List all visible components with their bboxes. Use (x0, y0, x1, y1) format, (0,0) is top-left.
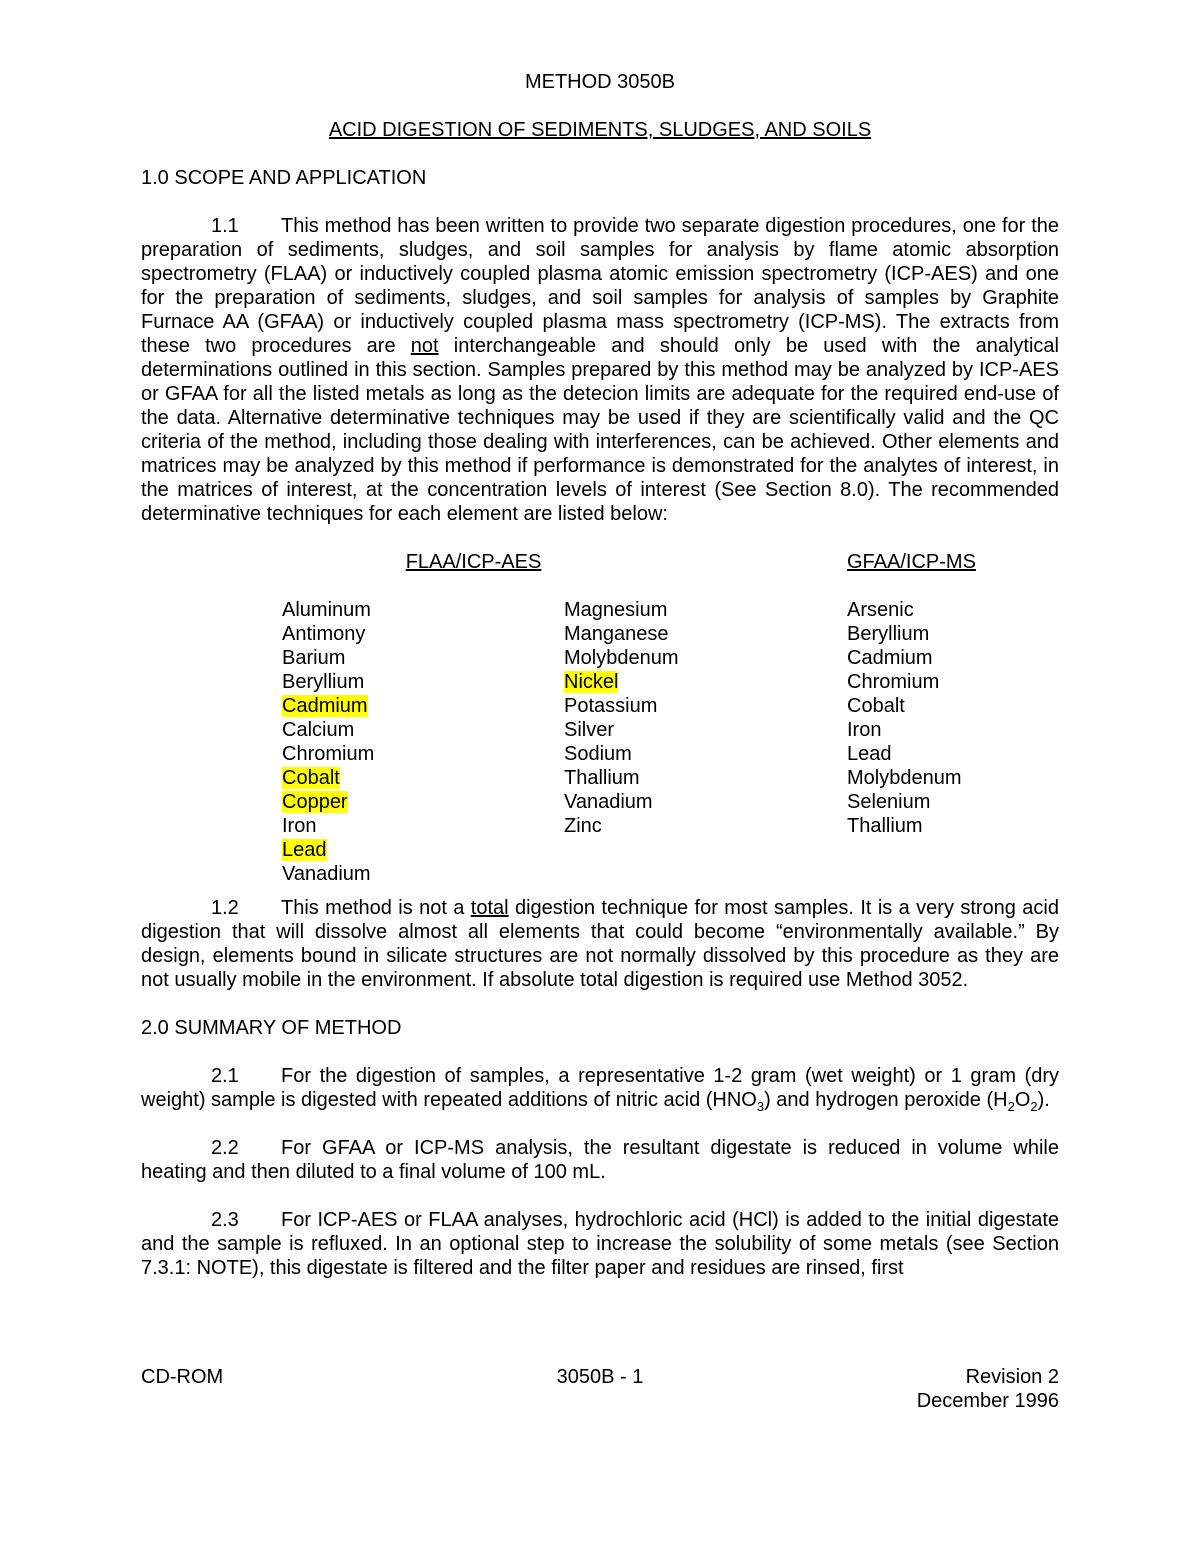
element-item (847, 742, 962, 766)
page-content (141, 70, 1059, 1280)
element-name: Nickel (564, 671, 619, 693)
method-number: METHOD 3050B (524, 71, 676, 93)
element-item (282, 646, 374, 670)
element-column-1 (282, 598, 374, 886)
element-name: Beryllium (847, 623, 930, 645)
footer-media: CD-ROM (141, 1366, 224, 1388)
element-item (564, 718, 679, 742)
element-name: Vanadium (282, 863, 371, 885)
element-column-3 (847, 598, 962, 838)
element-item (564, 790, 679, 814)
footer-revision-date: December 1996 (916, 1390, 1059, 1412)
paragraph-2-3 (141, 1208, 1059, 1280)
paragraph-text: This method has been written to provide two separate digestion procedures, one for the preparation of sediments, sludges, and soil samples for analysis by flame atomic absorption spectrometry (FLAA) or inductively coupled plasma atomic emission spectrometry (ICP-AES) and one for the preparation of sediments, sludges, and soil samples for analysis of samples by Graphite Furnace AA (GFAA) or inductively coupled plasma mass spectrometry (ICP-MS). The extracts from these two procedures are (141, 215, 1059, 357)
element-name: Silver (564, 719, 615, 741)
element-name: Iron (847, 719, 882, 741)
subscript: 2 (1007, 1099, 1015, 1114)
element-name: Sodium (564, 743, 632, 765)
element-item (847, 814, 962, 838)
element-item (564, 742, 679, 766)
element-table (141, 598, 1059, 896)
element-item (282, 790, 374, 814)
element-item (847, 646, 962, 670)
element-item (282, 622, 374, 646)
element-item (564, 766, 679, 790)
footer-page-number: 3050B - 1 (556, 1366, 644, 1388)
paragraph-number: 2.2 (211, 1137, 239, 1159)
subscript: 2 (1030, 1099, 1038, 1114)
paragraph-text: interchangeable and should only be used with the analytical determinations outlined in this section. Samples prepared by this method may be analyzed by ICP-AES or GFAA for all the listed metals as long as the detecion limits are adequate for the required end-use of the data. Alternative determinative techniques may be used if they are scientifically valid and the QC criteria of the method, including those dealing with interferences, can be achieved. Other elements and matrices may be analyzed by this method if performance is demonstrated for the analytes of interest, in the matrices of interest, at the concentration levels of interest (See Section 8.0). The recommended determinative techniques for each element are listed below: (141, 335, 1059, 525)
document-title: ACID DIGESTION OF SEDIMENTS, SLUDGES, AND SOILS (328, 119, 872, 141)
section-2-heading: 2.0 SUMMARY OF METHOD (141, 1017, 402, 1039)
element-column-2 (564, 598, 679, 838)
element-item (282, 718, 374, 742)
element-name: Thallium (564, 767, 640, 789)
element-item (564, 670, 679, 694)
paragraph-text: ) and hydrogen peroxide (H (764, 1089, 1008, 1111)
element-name: Iron (282, 815, 317, 837)
paragraph-text: digestion technique for most samples. It is a very strong acid digestion that will dissolve almost all elements that could become “environmentally available.” By design, elements bound in silicate structures are not normally dissolved by this procedure as they are not usually mobile in the environment. If absolute total digestion is required use Method 3052. (141, 897, 1059, 991)
element-name: Lead (282, 839, 327, 861)
gfaa-icp-ms-header: GFAA/ICP-MS (847, 551, 976, 573)
paragraph-number: 1.1 (211, 215, 239, 237)
section-1-heading: 1.0 SCOPE AND APPLICATION (141, 167, 427, 189)
paragraph-number: 2.3 (211, 1209, 239, 1231)
element-name: Beryllium (282, 671, 365, 693)
element-name: Arsenic (847, 599, 914, 621)
element-item (282, 670, 374, 694)
flaa-icp-aes-header: FLAA/ICP-AES (405, 551, 542, 573)
element-name: Potassium (564, 695, 658, 717)
element-item (282, 694, 374, 718)
element-name: Manganese (564, 623, 669, 645)
element-item (282, 766, 374, 790)
element-name: Chromium (847, 671, 940, 693)
paragraph-text: O (1014, 1089, 1031, 1111)
element-name: Barium (282, 647, 346, 669)
subscript: 3 (756, 1099, 765, 1114)
element-item (847, 622, 962, 646)
footer-revision (917, 1365, 1059, 1413)
element-item (847, 694, 962, 718)
element-item (282, 862, 374, 886)
element-item (847, 766, 962, 790)
element-item (847, 790, 962, 814)
paragraph-2-1 (141, 1064, 1059, 1112)
element-table-header (141, 550, 1059, 598)
element-item (564, 694, 679, 718)
element-name: Antimony (282, 623, 366, 645)
paragraph-2-2 (141, 1136, 1059, 1184)
paragraph-1-1 (141, 214, 1059, 526)
paragraph-text: For ICP-AES or FLAA analyses, hydrochloric acid (HCl) is added to the initial digestate and the sample is refluxed. In an optional step to increase the solubility of some metals (see Section 7.3.1: NOTE), this digestate is filtered and the filter paper and residues are rinsed, first (141, 1209, 1059, 1279)
element-name: Cobalt (282, 767, 340, 789)
paragraph-text: For GFAA or ICP-MS analysis, the resultant digestate is reduced in volume while heating and then diluted to a final volume of 100 mL. (141, 1137, 1059, 1183)
element-item (847, 718, 962, 742)
element-item (564, 646, 679, 670)
element-item (564, 814, 679, 838)
element-name: Chromium (282, 743, 375, 765)
element-name: Molybdenum (564, 647, 679, 669)
element-item (282, 598, 374, 622)
element-item (847, 598, 962, 622)
paragraph-number: 2.1 (211, 1065, 239, 1087)
element-name: Zinc (564, 815, 602, 837)
element-item (564, 622, 679, 646)
footer-revision-number: Revision 2 (965, 1366, 1059, 1388)
paragraph-text: This method is not a (281, 897, 471, 919)
element-item (847, 670, 962, 694)
element-item (564, 598, 679, 622)
element-name: Magnesium (564, 599, 668, 621)
element-name: Molybdenum (847, 767, 962, 789)
element-item (282, 742, 374, 766)
element-name: Copper (282, 791, 348, 813)
emphasis-total: total (470, 897, 509, 919)
element-name: Vanadium (564, 791, 653, 813)
element-name: Aluminum (282, 599, 371, 621)
paragraph-text: For the digestion of samples, a representative 1-2 gram (wet weight) or 1 gram (dry weight) sample is digested with repeated additions of nitric acid (HNO (141, 1065, 1059, 1111)
paragraph-number: 1.2 (211, 897, 239, 919)
element-name: Cadmium (847, 647, 933, 669)
element-name: Lead (847, 743, 892, 765)
element-name: Cadmium (282, 695, 368, 717)
element-name: Calcium (282, 719, 355, 741)
paragraph-1-2 (141, 896, 1059, 992)
emphasis-not: not (410, 335, 439, 357)
element-name: Selenium (847, 791, 931, 813)
element-item (282, 814, 374, 838)
element-name: Cobalt (847, 695, 905, 717)
element-item (282, 838, 374, 862)
element-name: Thallium (847, 815, 923, 837)
paragraph-text: ). (1037, 1089, 1050, 1111)
